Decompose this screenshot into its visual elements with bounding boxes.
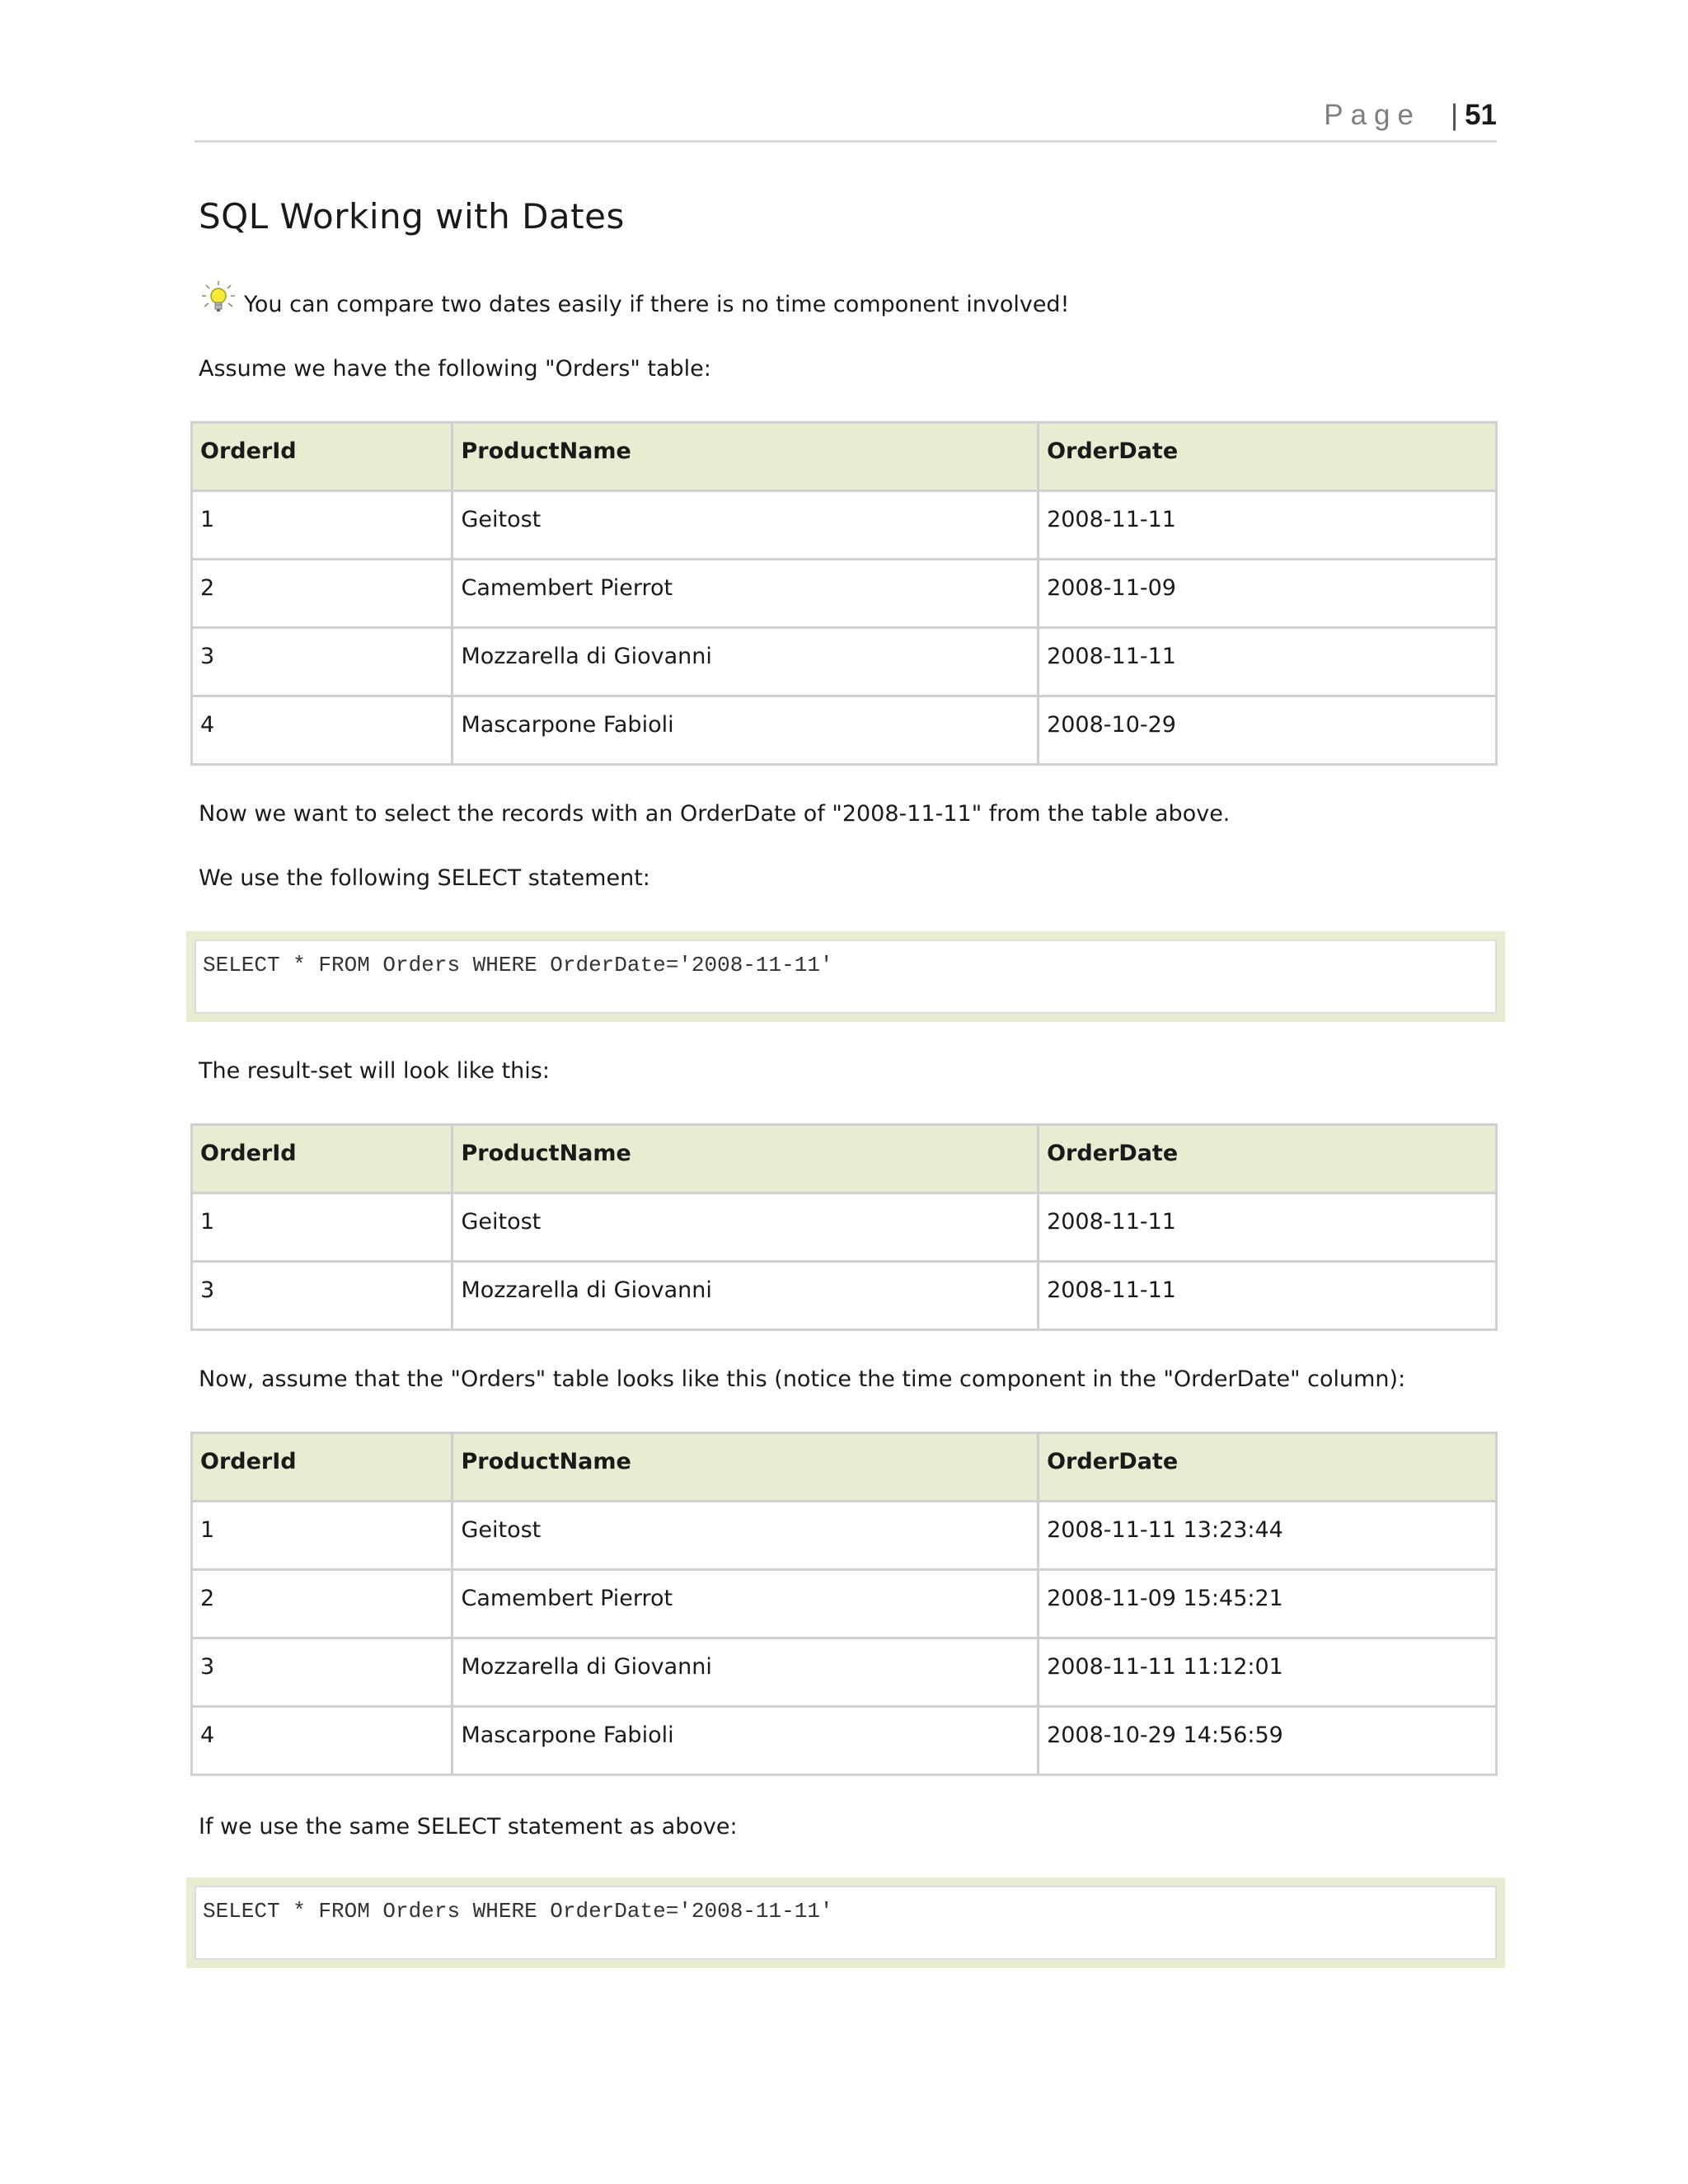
orders-with-time-table [190, 1432, 1498, 1776]
same-statement-intro: If we use the same SELECT statement as above: [199, 1814, 738, 1840]
cell-productname: Mozzarella di Giovanni [452, 1638, 1039, 1707]
column-header-orderdate: OrderDate [1039, 1125, 1497, 1193]
code-block [186, 931, 1505, 1022]
page-number-group [1451, 99, 1497, 132]
time-component-description: Now, assume that the "Orders" table looks like this (notice the time component in the "OrderDate" column): [199, 1366, 1406, 1392]
select-description: Now we want to select the records with an OrderDate of "2008-11-11" from the table above. [199, 801, 1231, 827]
page-number: 51 [1465, 99, 1497, 131]
cell-orderdate: 2008-11-11 [1039, 491, 1497, 560]
table-row [192, 696, 1497, 765]
cell-orderdate: 2008-10-29 [1039, 696, 1497, 765]
cell-orderdate: 2008-11-09 15:45:21 [1039, 1570, 1497, 1638]
column-header-orderid: OrderId [192, 1433, 452, 1502]
cell-orderid: 3 [192, 1262, 452, 1330]
table-header-row [192, 1125, 1497, 1193]
table-row [192, 491, 1497, 560]
table-row [192, 560, 1497, 628]
cell-productname: Mozzarella di Giovanni [452, 1262, 1039, 1330]
cell-productname: Camembert Pierrot [452, 1570, 1039, 1638]
table-row [192, 1502, 1497, 1570]
cell-orderid: 4 [192, 1707, 452, 1775]
column-header-orderdate: OrderDate [1039, 1433, 1497, 1502]
cell-productname: Geitost [452, 1193, 1039, 1262]
code-block [186, 1877, 1505, 1968]
page-label: Page [1324, 99, 1421, 131]
cell-orderid: 1 [192, 491, 452, 560]
orders-table [190, 421, 1498, 766]
intro-text: Assume we have the following "Orders" table: [199, 356, 711, 382]
cell-orderdate: 2008-11-11 [1039, 628, 1497, 696]
table-row [192, 1262, 1497, 1330]
cell-productname: Geitost [452, 491, 1039, 560]
cell-orderdate: 2008-11-11 [1039, 1193, 1497, 1262]
cell-orderdate: 2008-11-11 [1039, 1262, 1497, 1330]
cell-productname: Mascarpone Fabioli [452, 696, 1039, 765]
cell-orderid: 2 [192, 1570, 452, 1638]
table-row [192, 1193, 1497, 1262]
table-row [192, 1570, 1497, 1638]
table-row [192, 628, 1497, 696]
table-header-row [192, 423, 1497, 491]
column-header-orderdate: OrderDate [1039, 423, 1497, 491]
cell-productname: Mozzarella di Giovanni [452, 628, 1039, 696]
cell-productname: Geitost [452, 1502, 1039, 1570]
column-header-productname: ProductName [452, 423, 1039, 491]
result-table [190, 1123, 1498, 1331]
cell-orderdate: 2008-11-11 13:23:44 [1039, 1502, 1497, 1570]
cell-productname: Camembert Pierrot [452, 560, 1039, 628]
code-text: SELECT * FROM Orders WHERE OrderDate='2008-11-11' [195, 1886, 1497, 1960]
column-header-productname: ProductName [452, 1433, 1039, 1502]
page-title: SQL Working with Dates [199, 196, 625, 237]
cell-orderdate: 2008-10-29 14:56:59 [1039, 1707, 1497, 1775]
table-header-row [192, 1433, 1497, 1502]
cell-orderid: 4 [192, 696, 452, 765]
column-header-productname: ProductName [452, 1125, 1039, 1193]
result-intro: The result-set will look like this: [199, 1058, 550, 1084]
lightbulb-icon [201, 280, 236, 315]
cell-orderdate: 2008-11-11 11:12:01 [1039, 1638, 1497, 1707]
statement-intro: We use the following SELECT statement: [199, 865, 650, 891]
column-header-orderid: OrderId [192, 423, 452, 491]
cell-orderid: 1 [192, 1193, 452, 1262]
cell-orderid: 2 [192, 560, 452, 628]
cell-orderdate: 2008-11-09 [1039, 560, 1497, 628]
page-header [195, 97, 1497, 143]
table-row [192, 1638, 1497, 1707]
cell-orderid: 1 [192, 1502, 452, 1570]
page-separator: | [1450, 99, 1459, 131]
tip-text: You can compare two dates easily if there is no time component involved! [244, 292, 1070, 317]
table-row [192, 1707, 1497, 1775]
code-text: SELECT * FROM Orders WHERE OrderDate='2008-11-11' [195, 940, 1497, 1014]
cell-orderid: 3 [192, 1638, 452, 1707]
column-header-orderid: OrderId [192, 1125, 452, 1193]
cell-orderid: 3 [192, 628, 452, 696]
cell-productname: Mascarpone Fabioli [452, 1707, 1039, 1775]
